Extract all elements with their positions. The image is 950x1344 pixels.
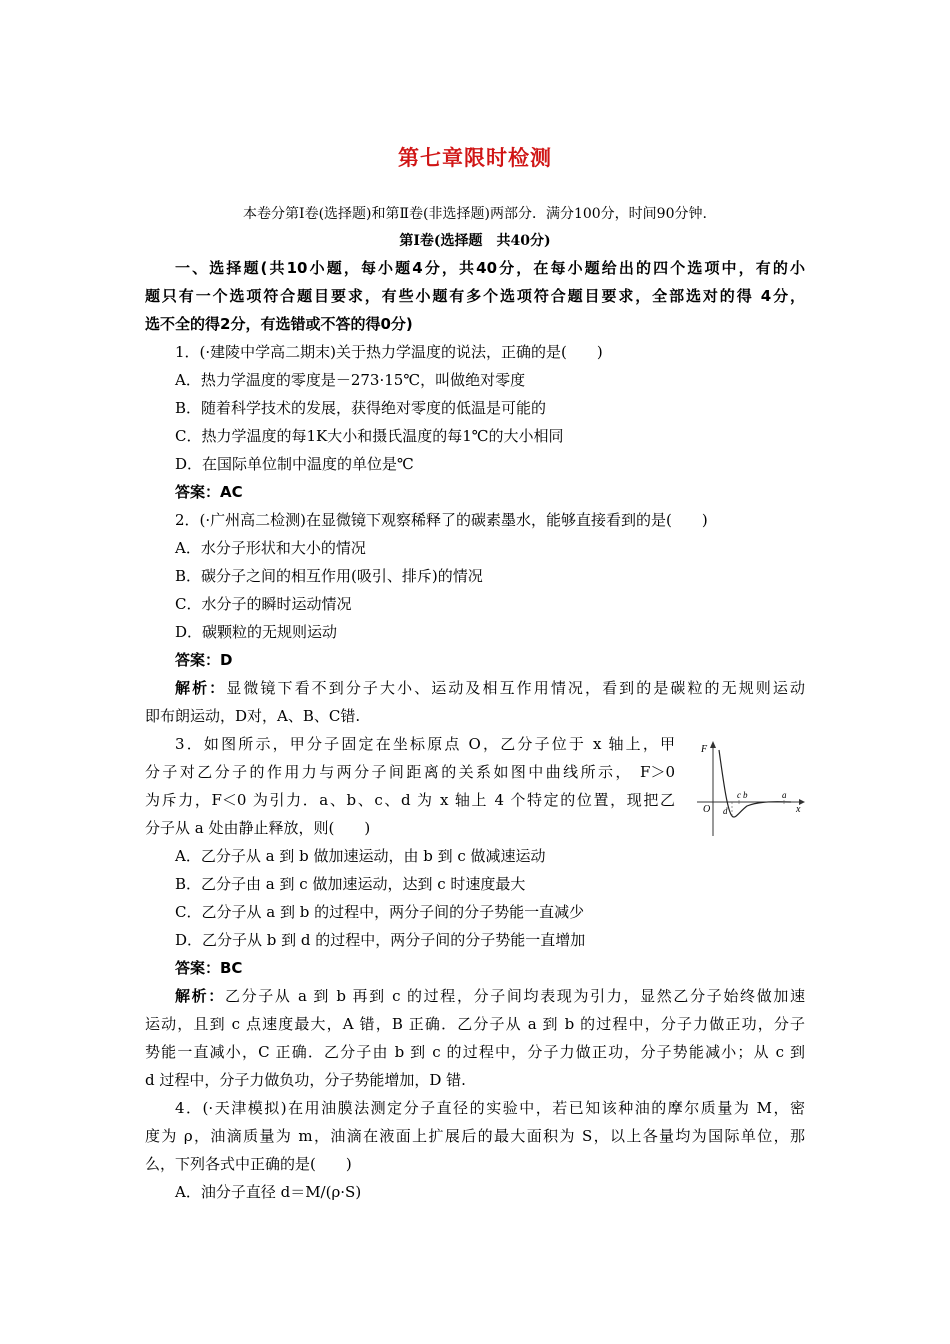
question-1-option-a: A．热力学温度的零度是－273·15℃，叫做绝对零度 — [175, 371, 526, 389]
page-title: 第七章限时检测 — [398, 146, 552, 170]
analysis-text: 乙分子从 a 到 b 再到 c 的过程，分子间均表现为引力，显然乙分子始终做加速 — [224, 987, 805, 1005]
b-label: b — [743, 790, 748, 800]
force-distance-graph — [695, 738, 807, 838]
question-4-stem-line-1: 4．(·天津模拟)在用油膜法测定分子直径的实验中，若已知该种油的摩尔质量为 M，密 — [175, 1099, 805, 1117]
question-2-option-c: C．水分子的瞬时运动情况 — [175, 595, 352, 613]
question-4-stem-line-3: 么，下列各式中正确的是( ) — [145, 1155, 352, 1173]
question-3-analysis-line-3: 势能一直减小，C 正确．乙分子由 b 到 c 的过程中，分子力做正功，分子势能减小；从 c 到 — [145, 1043, 805, 1061]
question-2-option-d: D．碳颗粒的无规则运动 — [175, 623, 338, 641]
question-2-stem: 2．(·广州高二检测)在显微镜下观察稀释了的碳素墨水，能够直接看到的是( ) — [175, 511, 708, 529]
question-2-answer: 答案：D — [175, 651, 233, 669]
question-1-stem: 1．(·建陵中学高二期末)关于热力学温度的说法，正确的是( ) — [175, 343, 603, 361]
question-3-analysis-line-2: 运动，且到 c 点速度最大，A 错，B 正确．乙分子从 a 到 b 的过程中，分子力做正功，分子 — [145, 1015, 805, 1033]
question-1-option-d: D．在国际单位制中温度的单位是℃ — [175, 455, 414, 473]
question-2-option-b: B．碳分子之间的相互作用(吸引、排斥)的情况 — [175, 567, 483, 585]
question-3-answer: 答案：BC — [175, 959, 243, 977]
c-label: c — [737, 790, 741, 800]
question-2-analysis-line-2: 即布朗运动，D对，A、B、C错. — [145, 707, 361, 725]
question-1-answer: 答案：AC — [175, 483, 243, 501]
question-3-option-b: B．乙分子由 a 到 c 做加速运动，达到 c 时速度最大 — [175, 875, 526, 893]
question-4-option-a: A．油分子直径 d＝M/(ρ·S) — [175, 1183, 362, 1201]
question-3-stem-line-3: 为斥力，F＜0 为引力．a、b、c、d 为 x 轴上 4 个特定的位置，现把乙 — [145, 791, 675, 809]
force-curve — [719, 750, 791, 817]
d-label: d — [723, 806, 728, 816]
question-1-option-c: C．热力学温度的每1K大小和摄氏温度的每1℃的大小相同 — [175, 427, 564, 445]
question-1-option-b: B．随着科学技术的发展，获得绝对零度的低温是可能的 — [175, 399, 547, 417]
question-3-option-c: C．乙分子从 a 到 b 的过程中，两分子间的分子势能一直减少 — [175, 903, 585, 921]
question-4-stem-line-2: 度为 ρ，油滴质量为 m，油滴在液面上扩展后的最大面积为 S，以上各量均为国际单位，那 — [145, 1127, 805, 1145]
question-3-stem-line-4: 分子从 a 处由静止释放，则( ) — [145, 819, 371, 837]
a-label: a — [782, 790, 787, 800]
analysis-text: 显微镜下看不到分子大小、运动及相互作用情况，看到的是碳粒的无规则运动 — [226, 679, 805, 697]
analysis-label: 解析： — [175, 987, 225, 1005]
y-axis-arrow — [710, 741, 716, 748]
analysis-label: 解析： — [175, 679, 227, 697]
question-3-stem-line-1: 3．如图所示，甲分子固定在坐标原点 O，乙分子位于 x 轴上，甲 — [175, 735, 675, 753]
instructions-line-3: 选不全的得2分，有选错或不答的得0分) — [145, 315, 413, 333]
exam-intro: 本卷分第Ⅰ卷(选择题)和第Ⅱ卷(非选择题)两部分．满分100分，时间90分钟. — [243, 206, 707, 222]
instructions-line-1: 一、选择题(共10小题，每小题4分，共40分，在每小题给出的四个选项中，有的小 — [175, 259, 805, 277]
question-3-analysis-line-4: d 过程中，分子力做负功，分子势能增加，D 错. — [145, 1071, 466, 1089]
question-3-option-d: D．乙分子从 b 到 d 的过程中，两分子间的分子势能一直增加 — [175, 931, 586, 949]
question-2-option-a: A．水分子形状和大小的情况 — [175, 539, 366, 557]
x-label: x — [796, 804, 801, 815]
question-2-analysis-line-1 — [175, 678, 805, 698]
origin-label: O — [703, 804, 711, 815]
section-title: 第Ⅰ卷(选择题 共40分) — [399, 233, 551, 249]
question-3-stem-line-2: 分子对乙分子的作用力与两分子间距离的关系如图中曲线所示， F＞0 — [145, 763, 675, 781]
question-3-option-a: A．乙分子从 a 到 b 做加速运动，由 b 到 c 做减速运动 — [175, 847, 546, 865]
question-3-analysis-line-1 — [175, 986, 805, 1006]
f-label: F — [701, 744, 708, 755]
instructions-line-2: 题只有一个选项符合题目要求，有些小题有多个选项符合题目要求，全部选对的得 4分， — [145, 287, 805, 305]
